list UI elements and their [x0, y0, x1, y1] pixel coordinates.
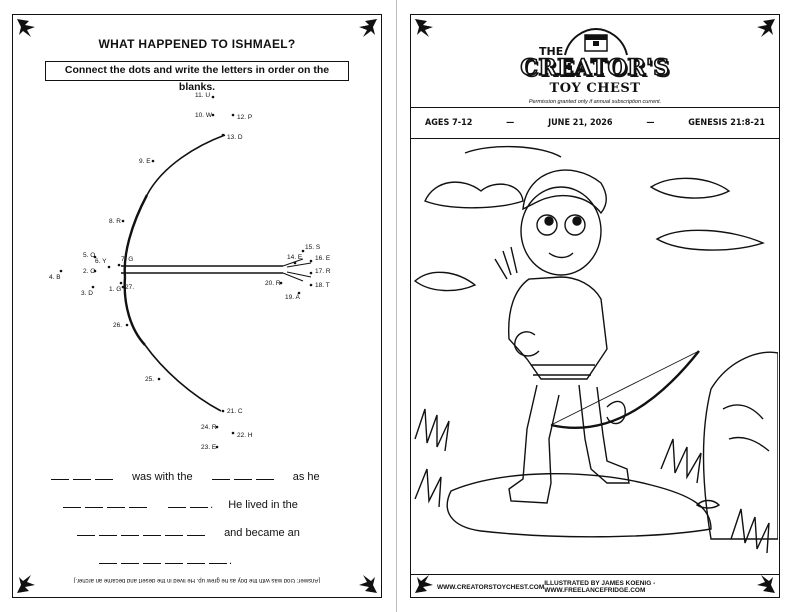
dot-point[interactable] [294, 262, 297, 265]
dot-point[interactable] [158, 378, 161, 381]
dot-point[interactable] [222, 134, 225, 137]
quiver-arrows [495, 247, 517, 279]
answer-key-upside-down: [Answer: God was with the boy as he grew up. He lived in the desert and became an archer.] [73, 577, 321, 583]
answer-blank[interactable] [95, 478, 113, 480]
dot-point[interactable] [126, 324, 129, 327]
dot-label: 27. [125, 284, 135, 291]
grass [415, 469, 441, 507]
dot-label: 3. D [81, 290, 93, 297]
arrow-shaft [121, 266, 283, 273]
answer-blank[interactable] [63, 506, 81, 508]
rock-detail [723, 405, 769, 451]
boy-belt [531, 365, 595, 375]
dot-point[interactable] [118, 264, 121, 267]
sentence-text: He lived in the [228, 499, 298, 511]
boy-pupil [573, 217, 581, 225]
dot-point[interactable] [108, 266, 111, 269]
answer-blank[interactable] [165, 534, 183, 536]
dot-point[interactable] [122, 220, 125, 223]
coloring-illustration [411, 139, 779, 575]
sentence-line-4: . [97, 555, 232, 567]
leaf-corner-icon [413, 17, 441, 45]
coloring-page [410, 14, 780, 598]
answer-blank[interactable] [212, 478, 230, 480]
dot-point[interactable] [60, 270, 63, 273]
dot-label: 23. E [201, 444, 217, 451]
dot-label: 15. S [305, 244, 321, 251]
answer-blank[interactable] [143, 534, 161, 536]
answer-blank[interactable] [99, 562, 117, 564]
dot-label: 22. H [237, 432, 253, 439]
cloud [425, 182, 523, 208]
logo-title: CREATOR'S [520, 55, 670, 81]
ground-rock [447, 474, 711, 537]
grass [661, 439, 701, 483]
dot-point[interactable] [310, 260, 313, 263]
answer-blank[interactable] [121, 534, 139, 536]
answer-blank[interactable] [73, 478, 91, 480]
dot-point[interactable] [152, 160, 155, 163]
separator-dash: — [646, 118, 655, 128]
ishmael-archer-drawing [411, 139, 778, 575]
dot-label: 20. R [265, 280, 281, 287]
cloud [657, 230, 763, 250]
bow-limb-upper [147, 135, 225, 195]
sentence-text: and became an [224, 527, 300, 539]
dot-label: 8. R [109, 218, 121, 225]
boy-mouth [549, 253, 573, 258]
dot-label: 6. Y [95, 258, 107, 265]
dot-point[interactable] [310, 272, 313, 275]
sentence-line-2: . He lived in the [61, 499, 310, 511]
page-fold-line [396, 0, 397, 612]
answer-blank[interactable] [85, 506, 103, 508]
dot-point[interactable] [92, 286, 95, 289]
boy-tunic [509, 277, 607, 379]
leaf-corner-icon [749, 17, 777, 45]
boy-fist [515, 332, 539, 356]
separator-dash: — [506, 118, 515, 128]
boy-head [521, 187, 601, 275]
dot-point[interactable] [222, 410, 225, 413]
arrow-fletching [283, 259, 311, 281]
answer-blank[interactable] [234, 478, 252, 480]
dot-label: 12. P [237, 114, 253, 121]
dot-label: 25. [145, 376, 155, 383]
dot-point[interactable] [212, 114, 215, 117]
dot-point[interactable] [122, 286, 125, 289]
connect-the-dots-puzzle [13, 15, 383, 599]
page-title: WHAT HAPPENED TO ISHMAEL? [98, 37, 296, 51]
dot-label: 19. A [285, 294, 300, 301]
answer-blank[interactable] [51, 478, 69, 480]
permission-note: Permission granted only if annual subscription current. [528, 99, 662, 105]
answer-blank[interactable] [256, 478, 274, 480]
dot-label: 14. E [287, 254, 303, 261]
logo-the: THE [539, 45, 564, 58]
dot-label: 5. O [83, 252, 96, 259]
answer-blank[interactable] [129, 506, 147, 508]
dot-label: 9. E [139, 158, 151, 165]
sentence-line-3 [75, 527, 314, 539]
grass [731, 509, 769, 553]
dot-label: 4. B [49, 274, 61, 281]
activity-page [12, 14, 382, 598]
dot-label: 17. R [315, 268, 331, 275]
dot-point[interactable] [302, 250, 305, 253]
dot-label: 11. U [195, 92, 211, 99]
dot-label: 26. [113, 322, 123, 329]
dot-label: 18. T [315, 282, 330, 289]
answer-blank[interactable] [107, 506, 125, 508]
answer-blank[interactable] [187, 534, 205, 536]
answer-blank[interactable] [143, 562, 161, 564]
grass [415, 409, 449, 451]
dot-label: 16. E [315, 255, 331, 262]
boy-leg-right [579, 385, 629, 483]
answer-blank[interactable] [77, 534, 95, 536]
answer-blank[interactable] [99, 534, 117, 536]
answer-blank[interactable] [187, 562, 205, 564]
bible-passage: GENESIS 21:8-21 [688, 118, 765, 128]
toy-chest-logo-icon [561, 27, 631, 57]
boy-pupil [545, 217, 553, 225]
dot-label: 10. W [195, 112, 212, 119]
illustrator-credit: ILLUSTRATED BY JAMES KOENIG - WWW.FREELANCEFRIDGE.COM [544, 580, 656, 594]
sentence-line-1 [49, 471, 334, 483]
lesson-date: JUNE 21, 2026 [548, 118, 613, 128]
age-range: AGES 7-12 [425, 118, 473, 128]
answer-blank[interactable] [165, 562, 183, 564]
dot-label: 13. D [227, 134, 243, 141]
dot-label: 24. R [201, 424, 217, 431]
logo-subtitle: TOY CHEST [549, 81, 641, 96]
bow-grip-upper [125, 195, 147, 277]
bow-limb-lower [145, 345, 221, 411]
dot-label: 7. G [121, 256, 134, 263]
dot-label: 21. C [227, 408, 243, 415]
info-bar [411, 107, 779, 139]
answer-blank[interactable] [168, 506, 186, 508]
sentence-text: as he [292, 471, 320, 483]
boy-leg-left [509, 385, 559, 503]
cloud [465, 147, 561, 157]
cloud [415, 272, 475, 290]
dot-label: 2. O [83, 268, 96, 275]
answer-blank[interactable] [190, 506, 208, 508]
page-footer [411, 578, 779, 596]
dot-point[interactable] [212, 96, 215, 99]
website-link[interactable]: WWW.CREATORSTOYCHEST.COM [437, 583, 545, 591]
dot-point[interactable] [232, 432, 235, 435]
lizard [697, 501, 719, 509]
dot-point[interactable] [120, 282, 123, 285]
dot-label: 1. G [109, 286, 122, 293]
dot-point[interactable] [232, 114, 235, 117]
cloud [651, 178, 729, 198]
instructions-box: Connect the dots and write the letters in order on the blanks. [45, 61, 349, 81]
dot-point[interactable] [310, 284, 313, 287]
sentence-text: was with the [132, 471, 193, 483]
answer-blank[interactable] [121, 562, 139, 564]
answer-blank[interactable] [209, 562, 227, 564]
